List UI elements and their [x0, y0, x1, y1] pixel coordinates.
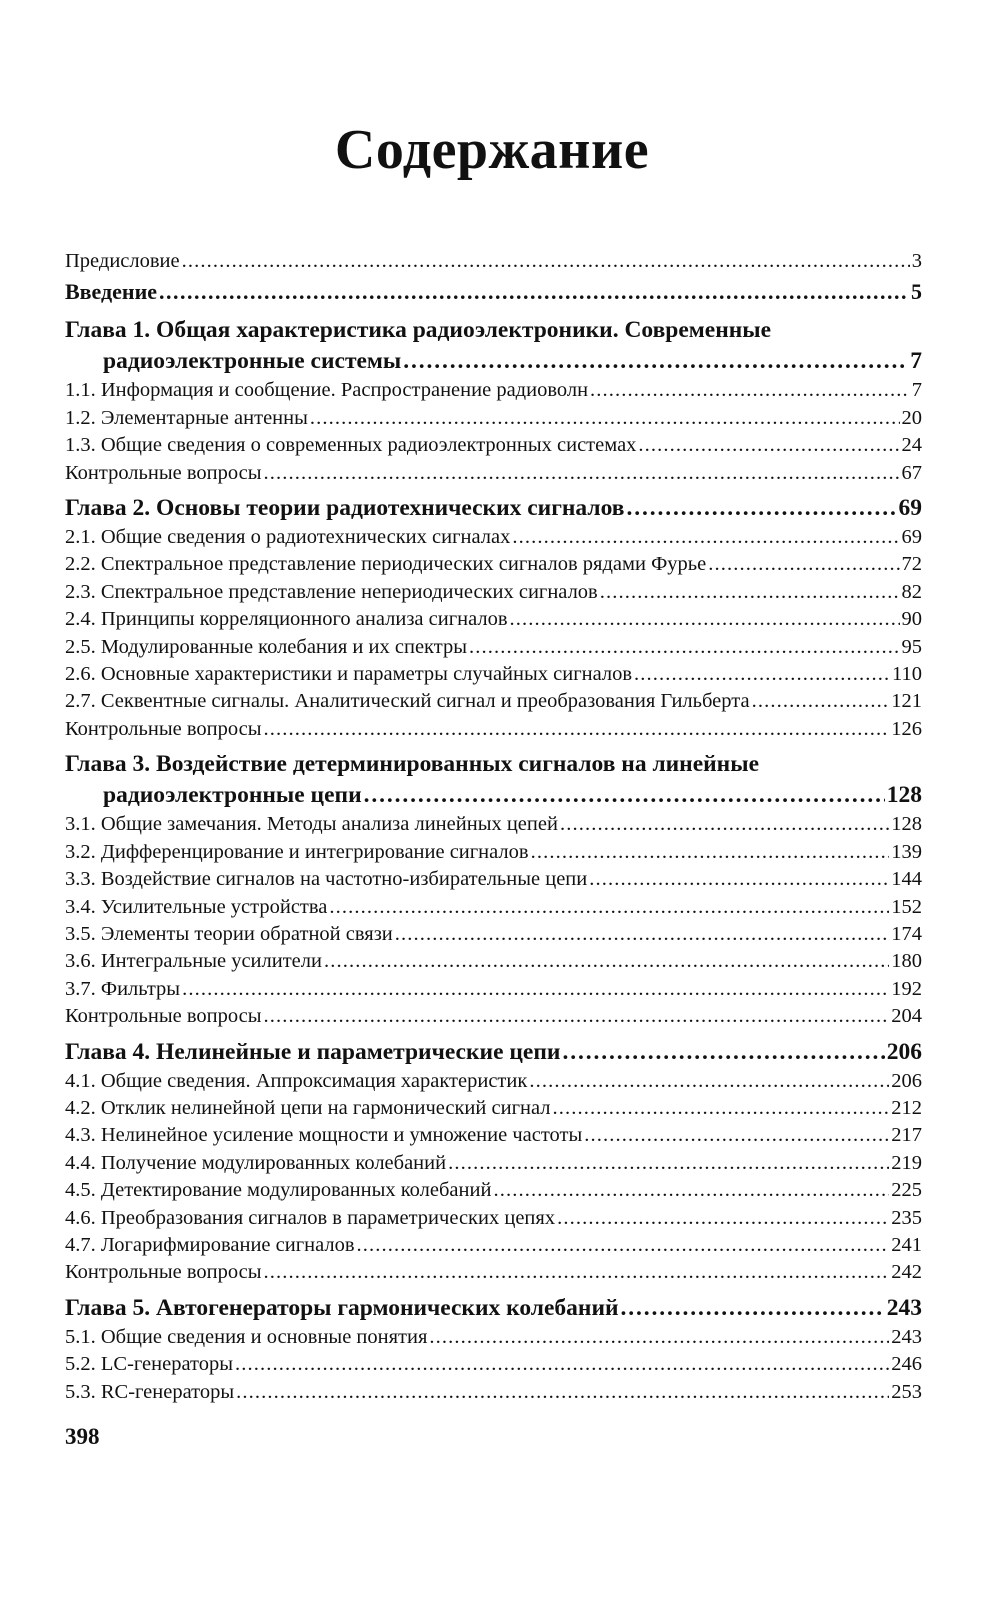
toc-entry-page: 241: [891, 1233, 922, 1256]
dot-leader: [634, 661, 890, 688]
page-title: Содержание: [334, 119, 650, 181]
dot-leader: [529, 1068, 889, 1095]
dot-leader: [182, 248, 910, 275]
toc-entry: [65, 1379, 922, 1406]
chapter-title-line: [65, 780, 922, 811]
toc-entry: [65, 811, 922, 838]
toc-entry-label: 4.7. Логарифмирование сигналов: [65, 1233, 355, 1256]
dot-leader: [626, 493, 896, 524]
toc-entry-introduction: [65, 275, 922, 309]
toc-entry-page: 212: [891, 1096, 922, 1119]
toc-entry-page: 20: [901, 406, 922, 429]
dot-leader: [264, 1003, 890, 1030]
dot-leader: [552, 1095, 889, 1122]
toc-entry-label: 2.6. Основные характеристики и параметры случайных сигналов: [65, 663, 633, 686]
toc-entry: [65, 1003, 922, 1030]
toc-entry-page: 204: [891, 1005, 922, 1028]
dot-leader: [510, 606, 900, 633]
toc-entry: [65, 460, 922, 487]
toc-entry-page: 3: [911, 250, 922, 272]
table-of-contents: [65, 248, 922, 1406]
dot-leader: [708, 551, 899, 578]
dot-leader: [264, 1259, 890, 1286]
dot-leader: [560, 811, 889, 838]
chapter-title: Глава 5. Автогенераторы гармонических колебаний: [65, 1294, 619, 1321]
toc-entry-page: 67: [901, 461, 922, 484]
toc-entry: [65, 716, 922, 743]
toc-entry: [65, 377, 922, 404]
dot-leader: [264, 460, 900, 487]
toc-entry-label: 1.1. Информация и сообщение. Распространение радиоволн: [65, 379, 589, 402]
toc-entry-label: 4.1. Общие сведения. Аппроксимация характеристик: [65, 1069, 528, 1092]
toc-entry-label: 4.4. Получение модулированных колебаний: [65, 1151, 447, 1174]
dot-leader: [324, 948, 889, 975]
dot-leader: [584, 1122, 889, 1149]
dot-leader: [638, 432, 899, 459]
toc-entry-page: 69: [898, 495, 922, 522]
toc-entry-page: 206: [886, 1038, 922, 1065]
toc-entry-page: 192: [891, 977, 922, 1000]
dot-leader: [589, 866, 889, 893]
toc-entry-label: 2.3. Спектральное представление непериодических сигналов: [65, 580, 598, 603]
chapter-title-line: [65, 1037, 922, 1068]
toc-entry-page: 235: [891, 1206, 922, 1229]
toc-entry-label: 5.2. LC-генераторы: [65, 1353, 233, 1376]
dot-leader: [493, 1177, 889, 1204]
dot-leader: [182, 976, 889, 1003]
toc-entry: [65, 606, 922, 633]
toc-entry-page: 242: [891, 1261, 922, 1284]
toc-entry-label: Контрольные вопросы: [65, 461, 262, 484]
toc-entry-label: Предисловие: [65, 250, 180, 272]
dot-leader: [590, 377, 910, 404]
toc-entry-label: 4.3. Нелинейное усиление мощности и умножение частоты: [65, 1124, 583, 1147]
toc-entry-page: 110: [892, 663, 922, 686]
toc-entry-label: 2.1. Общие сведения о радиотехнических сигналах: [65, 526, 511, 549]
chapter-title-line: [65, 1293, 922, 1324]
toc-entry: [65, 976, 922, 1003]
toc-entry-label: 2.7. Секвентные сигналы. Аналитический сигнал и преобразования Гильберта: [65, 690, 750, 713]
toc-entry-page: 243: [891, 1325, 922, 1348]
chapter-title: Глава 2. Основы теории радиотехнических сигналов: [65, 495, 625, 522]
dot-leader: [512, 524, 899, 551]
toc-entry-label: Введение: [65, 279, 158, 305]
toc-entry-page: 246: [891, 1353, 922, 1376]
toc-entry: [65, 579, 922, 606]
toc-entry-page: 82: [901, 580, 922, 603]
toc-entry: [65, 839, 922, 866]
toc-entry-label: 3.4. Усилительные устройства: [65, 895, 328, 918]
toc-entry-page: 243: [886, 1294, 922, 1321]
chapter-1-heading: [65, 315, 922, 377]
toc-entry: [65, 1068, 922, 1095]
toc-entry-page: 144: [891, 868, 922, 891]
toc-entry: [65, 432, 922, 459]
toc-entry-page: 69: [901, 526, 922, 549]
toc-entry-page: 217: [891, 1124, 922, 1147]
dot-leader: [235, 1351, 889, 1378]
toc-entry-page: 128: [886, 782, 922, 809]
toc-entry-page: 90: [901, 608, 922, 631]
chapter-5-heading: [65, 1293, 922, 1324]
toc-entry-page: 206: [891, 1069, 922, 1092]
toc-entry-page: 152: [891, 895, 922, 918]
toc-entry: [65, 405, 922, 432]
chapter-title-continuation: радиоэлектронные цепи: [103, 782, 362, 809]
toc-entry-page: 95: [901, 635, 922, 658]
chapter-title-line: Глава 1. Общая характеристика радиоэлектроники. Современные: [65, 317, 772, 344]
toc-entry-page: 219: [891, 1151, 922, 1174]
dot-leader: [403, 346, 908, 377]
toc-entry-page: 24: [901, 434, 922, 457]
toc-entry-page: 139: [891, 840, 922, 863]
toc-entry-label: 2.2. Спектральное представление периодических сигналов рядами Фурье: [65, 553, 707, 576]
toc-entry-label: 5.3. RC-генераторы: [65, 1380, 235, 1403]
toc-entry-label: 1.2. Элементарные антенны: [65, 406, 308, 429]
toc-entry: [65, 1259, 922, 1286]
dot-leader: [562, 1037, 884, 1068]
toc-entry: [65, 688, 922, 715]
chapter-2-heading: [65, 493, 922, 524]
toc-entry: [65, 866, 922, 893]
toc-entry: [65, 524, 922, 551]
dot-leader: [236, 1379, 889, 1406]
toc-entry-label: 3.1. Общие замечания. Методы анализа линейных цепей: [65, 813, 558, 836]
chapter-title-line: [65, 493, 922, 524]
toc-entry-label: 3.7. Фильтры: [65, 977, 181, 1000]
toc-entry-label: 4.2. Отклик нелинейной цепи на гармонический сигнал: [65, 1096, 551, 1119]
dot-leader: [364, 780, 885, 811]
dot-leader: [264, 716, 890, 743]
dot-leader: [600, 579, 900, 606]
chapter-4-heading: [65, 1037, 922, 1068]
toc-entry-page: 7: [910, 348, 922, 375]
toc-entry-page: 128: [891, 813, 922, 836]
toc-entry: [65, 551, 922, 578]
toc-entry-preface: [65, 248, 922, 275]
toc-entry-page: 180: [891, 950, 922, 973]
toc-entry-label: 2.4. Принципы корреляционного анализа сигналов: [65, 608, 508, 631]
dot-leader: [469, 634, 900, 661]
toc-entry-label: 3.3. Воздействие сигналов на частотно-избирательные цепи: [65, 868, 588, 891]
toc-entry-page: 72: [901, 553, 922, 576]
toc-entry: [65, 1177, 922, 1204]
toc-entry-label: 4.5. Детектирование модулированных колебаний: [65, 1179, 492, 1202]
dot-leader: [159, 275, 909, 309]
toc-entry: [65, 894, 922, 921]
toc-entry-label: 5.1. Общие сведения и основные понятия: [65, 1325, 428, 1348]
toc-entry: [65, 1324, 922, 1351]
toc-entry-label: 3.2. Дифференцирование и интегрирование сигналов: [65, 840, 529, 863]
toc-entry-label: Контрольные вопросы: [65, 717, 262, 740]
dot-leader: [395, 921, 889, 948]
dot-leader: [752, 688, 890, 715]
toc-entry: [65, 661, 922, 688]
toc-entry-page: 174: [891, 922, 922, 945]
toc-entry-label: 2.5. Модулированные колебания и их спектры: [65, 635, 467, 658]
toc-entry: [65, 948, 922, 975]
toc-entry-label: 1.3. Общие сведения о современных радиоэлектронных системах: [65, 434, 637, 457]
toc-entry-page: 121: [891, 690, 922, 713]
toc-entry-label: Контрольные вопросы: [65, 1261, 262, 1284]
dot-leader: [357, 1232, 890, 1259]
dot-leader: [557, 1205, 889, 1232]
toc-entry: [65, 1095, 922, 1122]
toc-entry-page: 225: [891, 1179, 922, 1202]
dot-leader: [448, 1150, 889, 1177]
toc-entry: [65, 1122, 922, 1149]
toc-entry-page: 253: [891, 1380, 922, 1403]
toc-entry: [65, 1351, 922, 1378]
toc-entry-label: 3.5. Элементы теории обратной связи: [65, 922, 393, 945]
chapter-title-continuation: радиоэлектронные системы: [103, 348, 402, 375]
dot-leader: [429, 1324, 889, 1351]
chapter-title: Глава 4. Нелинейные и параметрические цепи: [65, 1038, 561, 1065]
toc-entry-page: 5: [911, 279, 922, 305]
toc-entry: [65, 1150, 922, 1177]
toc-entry-label: Контрольные вопросы: [65, 1005, 262, 1028]
toc-entry-page: 7: [911, 379, 922, 402]
chapter-title-line: [65, 346, 922, 377]
dot-leader: [329, 894, 889, 921]
toc-entry-label: 3.6. Интегральные усилители: [65, 950, 322, 973]
chapter-title-line: Глава 3. Воздействие детерминированных сигналов на линейные: [65, 751, 759, 778]
dot-leader: [531, 839, 890, 866]
toc-entry-label: 4.6. Преобразования сигналов в параметрических цепях: [65, 1206, 556, 1229]
toc-entry: [65, 634, 922, 661]
dot-leader: [621, 1293, 885, 1324]
toc-entry: [65, 921, 922, 948]
chapter-3-heading: [65, 749, 922, 811]
toc-entry: [65, 1232, 922, 1259]
dot-leader: [310, 405, 900, 432]
page-number: 398: [65, 1424, 100, 1449]
toc-entry: [65, 1205, 922, 1232]
toc-entry-page: 126: [891, 717, 922, 740]
